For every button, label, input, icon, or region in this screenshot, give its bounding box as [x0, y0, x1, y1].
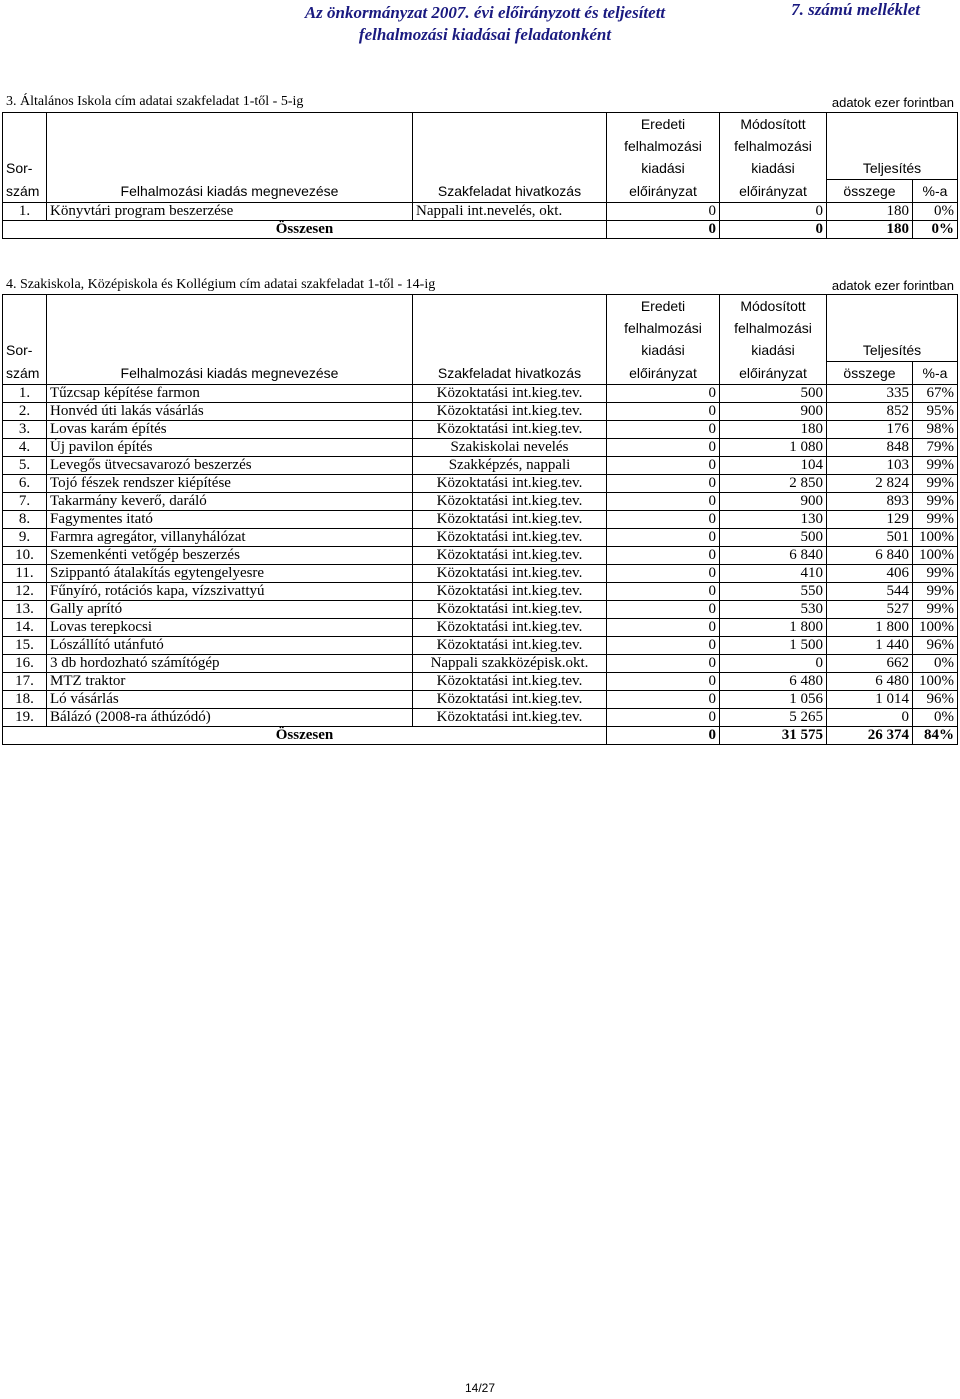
col-orig-2: felhalmozási — [624, 138, 702, 154]
document-title — [250, 2, 720, 46]
section4-unit: adatok ezer forintban — [831, 278, 954, 293]
col-orig-3: kiadási — [641, 160, 685, 176]
section3-unit: adatok ezer forintban — [831, 95, 954, 110]
col-orig-4: előirányzat — [607, 361, 720, 384]
total-row: Összesen 0 31 575 26 374 84% — [3, 726, 958, 744]
col-orig-4: előirányzat — [607, 179, 720, 202]
table-row: 2. Honvéd úti lakás vásárlás Közoktatási int.kieg.tev. 0 900 852 95% — [3, 402, 958, 420]
header-row-2 — [3, 361, 958, 384]
col-pct: %-a — [913, 361, 958, 384]
table-row: 15. Lószállító utánfutó Közoktatási int.kieg.tev. 0 1 500 1 440 96% — [3, 636, 958, 654]
section4-title: 4. Szakiskola, Középiskola és Kollégium cím adatai szakfeladat 1-től - 14-ig — [6, 277, 436, 292]
col-name: Felhalmozási kiadás megnevezése — [47, 179, 413, 202]
col-orig-3: kiadási — [641, 342, 685, 358]
table-row: 18. Ló vásárlás Közoktatási int.kieg.tev. 0 1 056 1 014 96% — [3, 690, 958, 708]
col-sum: összege — [827, 361, 913, 384]
col-sor-2: szám — [3, 361, 47, 384]
col-mod-2: felhalmozási — [734, 138, 812, 154]
col-mod-1: Módosított — [740, 116, 806, 132]
total-row: Összesen 0 0 180 0% — [3, 220, 958, 238]
table-row: 17. MTZ traktor Közoktatási int.kieg.tev. 0 6 480 6 480 100% — [3, 672, 958, 690]
col-mod-1: Módosított — [740, 298, 806, 314]
header-row — [3, 113, 958, 180]
col-sum: összege — [827, 179, 913, 202]
table-row: 12. Fűnyíró, rotációs kapa, vízszivattyú Közoktatási int.kieg.tev. 0 550 544 99% — [3, 582, 958, 600]
table-row: 4. Új pavilon építés Szakiskolai nevelés 0 1 080 848 79% — [3, 438, 958, 456]
col-mod-4: előirányzat — [720, 361, 827, 384]
title-line-2: felhalmozási kiadásai feladatonként — [358, 25, 612, 44]
table-row: 5. Levegős ütvecsavarozó beszerzés Szakképzés, nappali 0 104 103 99% — [3, 456, 958, 474]
section4-table — [2, 294, 958, 745]
col-name: Felhalmozási kiadás megnevezése — [47, 361, 413, 384]
table-row: 6. Tojó fészek rendszer kiépítése Közoktatási int.kieg.tev. 0 2 850 2 824 99% — [3, 474, 958, 492]
col-orig-1: Eredeti — [640, 116, 686, 132]
table-row: 8. Fagymentes itató Közoktatási int.kieg.tev. 0 130 129 99% — [3, 510, 958, 528]
col-telj: Teljesítés — [827, 295, 958, 362]
col-ref: Szakfeladat hivatkozás — [413, 179, 607, 202]
title-line-1: Az önkormányzat 2007. évi előirányzott és teljesített — [304, 3, 666, 22]
table-row: 10. Szemenkénti vetőgép beszerzés Közoktatási int.kieg.tev. 0 6 840 6 840 100% — [3, 546, 958, 564]
col-orig-2: felhalmozási — [624, 320, 702, 336]
col-ref: Szakfeladat hivatkozás — [413, 361, 607, 384]
table-row: 11. Szippantó átalakítás egytengelyesre Közoktatási int.kieg.tev. 0 410 406 99% — [3, 564, 958, 582]
table-row: 16. 3 db hordozható számítógép Nappali szakközépisk.okt. 0 0 662 0% — [3, 654, 958, 672]
col-pct: %-a — [913, 179, 958, 202]
page-number: 14/27 — [464, 1381, 496, 1395]
table-row: 19. Bálázó (2008-ra áthúzódó) Közoktatási int.kieg.tev. 0 5 265 0 0% — [3, 708, 958, 726]
table-row: 14. Lovas terepkocsi Közoktatási int.kieg.tev. 0 1 800 1 800 100% — [3, 618, 958, 636]
col-telj: Teljesítés — [827, 113, 958, 180]
col-orig-1: Eredeti — [640, 298, 686, 314]
table-row: 7. Takarmány keverő, daráló Közoktatási int.kieg.tev. 0 900 893 99% — [3, 492, 958, 510]
col-mod-3: kiadási — [751, 160, 795, 176]
table-row: 3. Lovas karám építés Közoktatási int.kieg.tev. 0 180 176 98% — [3, 420, 958, 438]
col-mod-3: kiadási — [751, 342, 795, 358]
table-row: 13. Gally aprító Közoktatási int.kieg.tev. 0 530 527 99% — [3, 600, 958, 618]
header-row-2 — [3, 179, 958, 202]
section3-title: 3. Általános Iskola cím adatai szakfeladat 1-től - 5-ig — [6, 94, 304, 109]
col-sor-2: szám — [3, 179, 47, 202]
section3-table — [2, 112, 958, 239]
header-row — [3, 295, 958, 362]
table-row: 9. Farmra agregátor, villanyhálózat Közoktatási int.kieg.tev. 0 500 501 100% — [3, 528, 958, 546]
col-mod-4: előirányzat — [720, 179, 827, 202]
col-sor-1: Sor- — [6, 342, 33, 358]
annex-label: 7. számú melléklet — [791, 0, 920, 19]
col-mod-2: felhalmozási — [734, 320, 812, 336]
col-sor-1: Sor- — [6, 160, 33, 176]
table-row: 1. Könyvtári program beszerzése Nappali int.nevelés, okt. 0 0 180 0% — [3, 202, 958, 220]
table-row: 1. Tűzcsap képítése farmon Közoktatási int.kieg.tev. 0 500 335 67% — [3, 384, 958, 402]
